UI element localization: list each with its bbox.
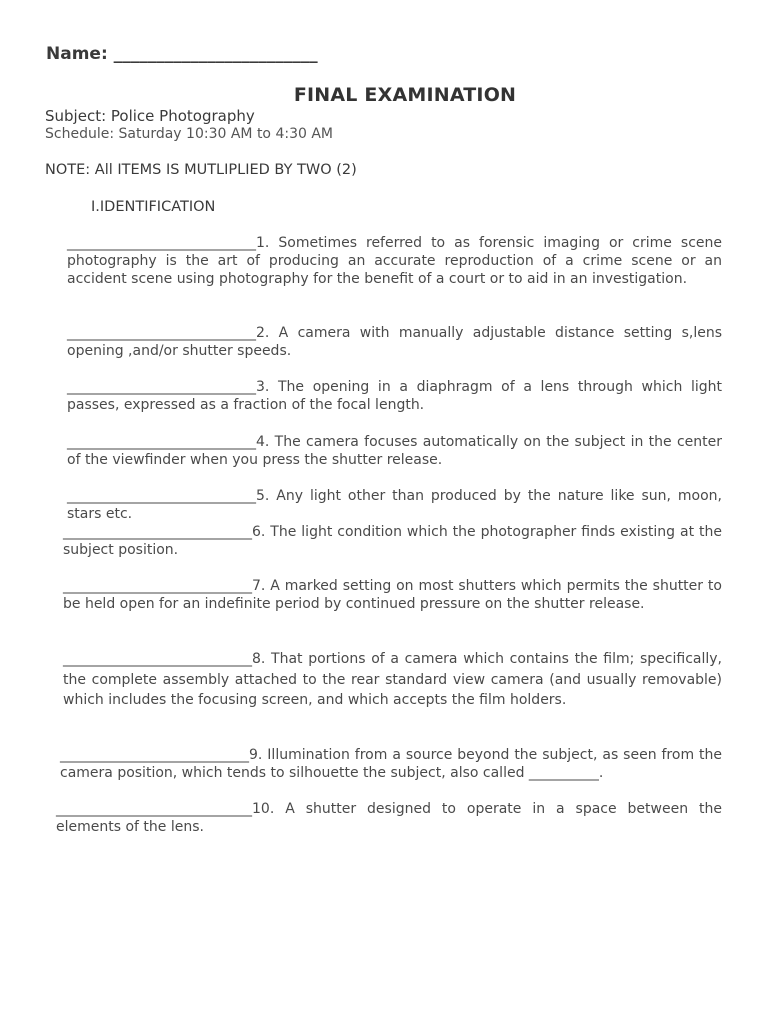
question-item-8: ___________________________8. That portions of a camera which contains the film; specifically, the complete assembly attached to the rear standard view camera (and usually removable) which includes the focusing screen, and which accepts the film holders. bbox=[63, 651, 722, 708]
question-item-1: ___________________________1. Sometimes referred to as forensic imaging or crime scene photography is the art of producing an accurate reproduction of a crime scene or an accident scene using photography for the benefit of a court or to aid in an investigation. bbox=[67, 235, 722, 287]
question-item-6: ___________________________6. The light condition which the photographer finds existing at the subject position. bbox=[63, 524, 722, 558]
section-heading: I.IDENTIFICATION bbox=[91, 199, 216, 215]
question-item-7: ___________________________7. A marked setting on most shutters which permits the shutter to be held open for an indefinite period by continued pressure on the shutter release. bbox=[63, 578, 722, 612]
subject-line: Subject: Police Photography bbox=[45, 107, 255, 125]
note-line: NOTE: All ITEMS IS MUTLIPLIED BY TWO (2) bbox=[45, 162, 357, 178]
question-item-5: ___________________________5. Any light other than produced by the nature like sun, moon, stars etc. bbox=[67, 488, 722, 522]
name-line: Name: ________________________ bbox=[46, 44, 318, 64]
question-item-10: ____________________________10. A shutter designed to operate in a space between the elements of the lens. bbox=[56, 801, 722, 835]
page-title: FINAL EXAMINATION bbox=[293, 84, 517, 106]
question-item-2: ___________________________2. A camera with manually adjustable distance setting s,lens opening ,and/or shutter speeds. bbox=[67, 325, 722, 359]
schedule-line: Schedule: Saturday 10:30 AM to 4:30 AM bbox=[45, 126, 333, 142]
question-item-9: ___________________________9. Illumination from a source beyond the subject, as seen from the camera position, which tends to silhouette the subject, also called __________. bbox=[60, 747, 722, 781]
question-item-3: ___________________________3. The opening in a diaphragm of a lens through which light passes, expressed as a fraction of the focal length. bbox=[67, 379, 722, 413]
question-item-4: ___________________________4. The camera focuses automatically on the subject in the center of the viewfinder when you press the shutter release. bbox=[67, 434, 722, 468]
